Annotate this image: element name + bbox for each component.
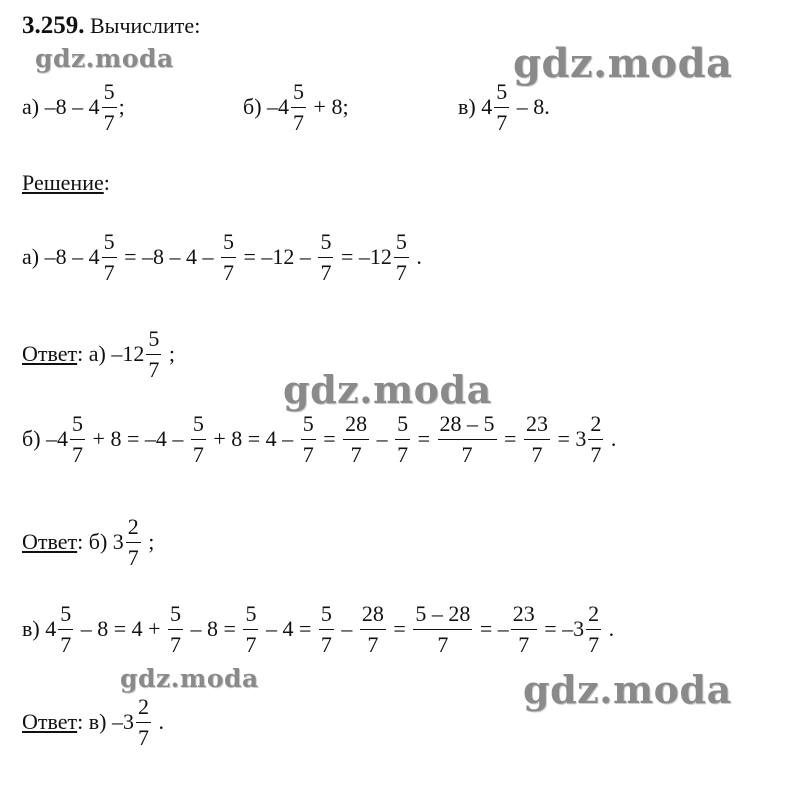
answer-v: Ответ : в) –3 $\frac{2}{7}$ . [22,694,164,750]
fraction: $\frac{23}{7}$ [512,601,535,657]
fraction: $\frac{5}{7}$ [320,601,332,657]
solution-heading: Решение: [22,170,110,195]
fraction: $\frac{28}{7}$ [361,601,384,657]
fraction: $\frac{2}{7}$ [590,411,602,467]
fraction: $\frac{5}{7}$ [223,229,235,285]
watermark: gdz.moda [523,667,732,712]
fraction: $\frac{5}{7}$ [103,229,115,285]
fraction: $\frac{5}{7}$ [397,411,409,467]
problem-task: Вычислите: [90,13,201,38]
answer-b: Ответ : б) 3 $\frac{2}{7}$ ; [22,514,155,570]
fraction: $\frac{5}{7}$ [148,326,160,382]
problem-number: 3.259. [22,12,85,39]
fraction: $\frac{2}{7}$ [127,514,139,570]
answer-a: Ответ : а) –12 $\frac{5}{7}$ ; [22,326,175,382]
solution-a: а) –8 – 4 $\frac{5}{7}$ = –8 – 4 – $\frac{5}{7}$ = –12 – $\frac{5}{7}$ = –12 $\frac{5}{7}$ . [22,229,422,285]
watermark: gdz.moda [120,664,259,693]
watermark: gdz.moda [283,367,492,412]
fraction: $\frac{5}{7}$ [293,79,305,135]
fraction: $\frac{5}{7}$ [72,411,84,467]
fraction: $\frac{5 - 28}{7}$ [415,601,471,657]
task-item-v: в) 4 $\frac{5}{7}$ – 8. [458,79,550,135]
fraction: $\frac{23}{7}$ [525,411,548,467]
fraction: $\frac{5}{7}$ [192,411,204,467]
fraction: $\frac{28 - 5}{7}$ [439,411,495,467]
fraction: $\frac{5}{7}$ [60,601,72,657]
fraction: $\frac{5}{7}$ [170,601,182,657]
task-item-b: б) –4 $\frac{5}{7}$ + 8; [243,79,349,135]
solution-v: в) 4 $\frac{5}{7}$ – 8 = 4 + $\frac{5}{7}$ – 8 = $\frac{5}{7}$ – 4 = $\frac{5}{7}$ – $\frac{28}{7}$ = $\frac{5 - 28}{7}$ = – $\frac{23}{7}$ = –3 $\frac{2}{7}$ . [22,601,615,657]
fraction: $\frac{2}{7}$ [588,601,600,657]
task-item-a: а) –8 – 4 $\frac{5}{7}$ ; [22,79,125,135]
fraction: $\frac{5}{7}$ [245,601,257,657]
fraction: $\frac{28}{7}$ [345,411,368,467]
fraction: $\frac{5}{7}$ [496,79,508,135]
fraction: $\frac{5}{7}$ [302,411,314,467]
fraction: $\frac{2}{7}$ [137,694,149,750]
fraction: $\frac{5}{7}$ [320,229,332,285]
watermark: gdz.moda [513,40,733,87]
fraction: $\frac{5}{7}$ [103,79,115,135]
fraction: $\frac{5}{7}$ [395,229,407,285]
watermark: gdz.moda [35,44,174,73]
problem-header [22,12,200,40]
solution-b: б) –4 $\frac{5}{7}$ + 8 = –4 – $\frac{5}{7}$ + 8 = 4 – $\frac{5}{7}$ = $\frac{28}{7}$ – $\frac{5}{7}$ = $\frac{28 - 5}{7}$ = $\frac{23}{7}$ = 3 $\frac{2}{7}$ . [22,411,617,467]
